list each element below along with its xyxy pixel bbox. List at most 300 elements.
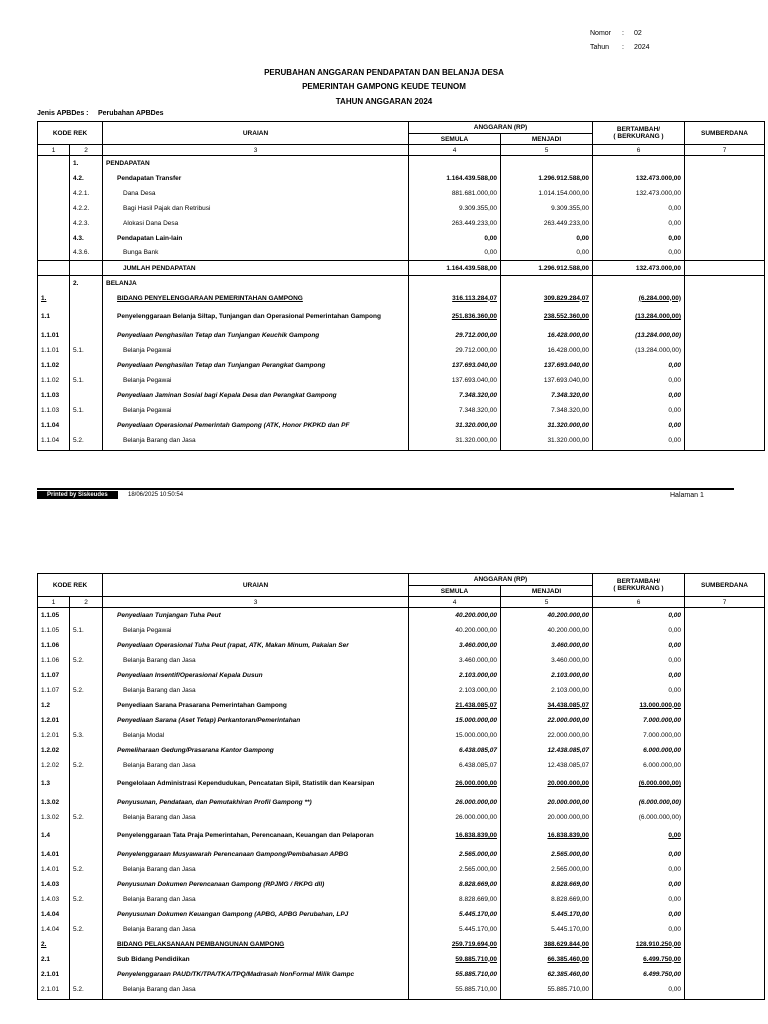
kode-cell: 2.1.01 [38, 967, 70, 982]
table-row [38, 261, 765, 276]
rekening-cell [70, 668, 103, 683]
uraian-cell: Pemeliharaan Gedung/Prasarana Kantor Gampong [103, 743, 409, 758]
uraian-cell: Bunga Bank [103, 246, 409, 261]
doc-title-line2: PEMERINTAH GAMPONG KEUDE TEUNOM [302, 82, 466, 91]
header-bertambah-line2: ( BERKURANG ) [613, 585, 664, 592]
menjadi-cell: 2.565.000,00 [501, 862, 593, 877]
semula-cell: 7.348.320,00 [409, 388, 501, 403]
menjadi-cell: 7.348.320,00 [501, 403, 593, 418]
sumberdana-cell [685, 291, 765, 306]
rekening-cell: 4.2.3. [70, 216, 103, 231]
bertambah-cell: 0,00 [593, 373, 685, 388]
bertambah-cell: 0,00 [593, 847, 685, 862]
bertambah-cell: 0,00 [593, 216, 685, 231]
menjadi-cell: 16.428.000,00 [501, 328, 593, 343]
uraian-cell: Penyusunan Dokumen Perencanaan Gampong (RPJMG / RKPG dll) [103, 877, 409, 892]
sumberdana-cell [685, 937, 765, 952]
uraian-cell: Penyediaan Insentif/Operasional Kepala Dusun [103, 668, 409, 683]
semula-cell: 40.200.000,00 [409, 608, 501, 623]
sumberdana-cell [685, 653, 765, 668]
colnum-7: 7 [685, 145, 765, 156]
kode-cell [38, 261, 70, 276]
kode-cell [38, 276, 70, 291]
rekening-cell: 5.2. [70, 653, 103, 668]
bertambah-cell: 6.499.750,00 [593, 967, 685, 982]
kode-cell: 1.1.06 [38, 638, 70, 653]
bertambah-cell: 0,00 [593, 907, 685, 922]
semula-cell: 2.103.000,00 [409, 668, 501, 683]
uraian-cell: Belanja Pegawai [103, 403, 409, 418]
bertambah-cell: 132.473.000,00 [593, 186, 685, 201]
kode-cell: 1.1.04 [38, 433, 70, 448]
sumberdana-cell [685, 608, 765, 623]
bertambah-cell: 7.000.000,00 [593, 713, 685, 728]
bertambah-cell: 0,00 [593, 388, 685, 403]
rekening-cell [70, 937, 103, 952]
bertambah-cell: 0,00 [593, 418, 685, 433]
bertambah-cell: 0,00 [593, 653, 685, 668]
semula-cell: 31.320.000,00 [409, 433, 501, 448]
bertambah-cell [593, 156, 685, 171]
menjadi-cell: 1.014.154.000,00 [501, 186, 593, 201]
table-bottom-edge [38, 448, 765, 451]
rekening-cell [70, 418, 103, 433]
rekening-cell [70, 291, 103, 306]
sumberdana-cell [685, 638, 765, 653]
kode-cell [38, 246, 70, 261]
menjadi-cell: 62.385.460,00 [501, 967, 593, 982]
semula-cell: 881.681.000,00 [409, 186, 501, 201]
printed-by-badge: Printed by Siskeudes [37, 491, 118, 499]
colnum-2: 2 [70, 597, 103, 608]
menjadi-cell: 5.445.170,00 [501, 922, 593, 937]
header-bertambah-line1: BERTAMBAH/ [616, 578, 661, 585]
menjadi-cell: 40.200.000,00 [501, 623, 593, 638]
bottom-edge-cell [501, 997, 593, 1000]
kode-cell: 1.1.01 [38, 328, 70, 343]
uraian-cell: Belanja Barang dan Jasa [103, 683, 409, 698]
table-row [38, 201, 765, 216]
kode-cell: 1.1.02 [38, 373, 70, 388]
kode-cell [38, 231, 70, 246]
kode-cell [38, 156, 70, 171]
rekening-cell: 5.2. [70, 982, 103, 997]
uraian-cell: Belanja Pegawai [103, 343, 409, 358]
semula-cell: 26.000.000,00 [409, 773, 501, 795]
table-row [38, 418, 765, 433]
bertambah-cell: (13.284.000,00) [593, 328, 685, 343]
nomor-value: 02 [634, 30, 642, 37]
kode-cell: 1.4.04 [38, 922, 70, 937]
table-row [38, 291, 765, 306]
uraian-cell: Belanja Pegawai [103, 373, 409, 388]
rekening-cell: 4.3.6. [70, 246, 103, 261]
bertambah-cell: 0,00 [593, 892, 685, 907]
sumberdana-cell [685, 952, 765, 967]
sumberdana-cell [685, 713, 765, 728]
menjadi-cell: 1.296.912.588,00 [501, 171, 593, 186]
header-semula: SEMULA [409, 134, 501, 145]
semula-cell: 1.164.439.588,00 [409, 171, 501, 186]
bertambah-cell: 6.000.000,00 [593, 743, 685, 758]
menjadi-cell: 2.565.000,00 [501, 847, 593, 862]
semula-cell: 26.000.000,00 [409, 810, 501, 825]
rekening-cell: 5.2. [70, 892, 103, 907]
table-row [38, 683, 765, 698]
semula-cell: 2.103.000,00 [409, 683, 501, 698]
uraian-cell: Alokasi Dana Desa [103, 216, 409, 231]
kode-cell: 1.1.01 [38, 343, 70, 358]
kode-cell: 1.2.02 [38, 758, 70, 773]
menjadi-cell: 2.103.000,00 [501, 668, 593, 683]
menjadi-cell: 12.438.085,07 [501, 743, 593, 758]
menjadi-cell: 137.693.040,00 [501, 358, 593, 373]
rekening-cell [70, 358, 103, 373]
table-row [38, 638, 765, 653]
kode-cell: 1.4.01 [38, 862, 70, 877]
sumberdana-cell [685, 156, 765, 171]
sumberdana-cell [685, 825, 765, 847]
menjadi-cell: 0,00 [501, 231, 593, 246]
colnum-4: 4 [409, 145, 501, 156]
bertambah-cell: 0,00 [593, 877, 685, 892]
table-row [38, 922, 765, 937]
page-footer-rule [37, 488, 734, 490]
table-bottom-edge [38, 997, 765, 1000]
semula-cell: 26.000.000,00 [409, 795, 501, 810]
uraian-cell: BELANJA [103, 276, 409, 291]
doc-title-line3: TAHUN ANGGARAN 2024 [335, 97, 433, 106]
rekening-cell [70, 713, 103, 728]
bertambah-cell: 132.473.000,00 [593, 171, 685, 186]
semula-cell: 21.438.085,07 [409, 698, 501, 713]
semula-cell: 55.885.710,00 [409, 967, 501, 982]
bottom-edge-cell [685, 997, 765, 1000]
kode-cell: 1.4.03 [38, 892, 70, 907]
sumberdana-cell [685, 276, 765, 291]
bertambah-cell: 0,00 [593, 231, 685, 246]
menjadi-cell: 0,00 [501, 246, 593, 261]
semula-cell: 15.000.000,00 [409, 728, 501, 743]
table-row [38, 847, 765, 862]
rekening-cell: 5.1. [70, 343, 103, 358]
budget-table-page2 [37, 573, 765, 1000]
table-row [38, 937, 765, 952]
semula-cell: 5.445.170,00 [409, 922, 501, 937]
kode-cell: 1.1.03 [38, 403, 70, 418]
table-row [38, 246, 765, 261]
print-date: 18/06/2025 10:50:54 [128, 492, 184, 498]
rekening-cell [70, 952, 103, 967]
kode-cell: 1.1.02 [38, 358, 70, 373]
table-row [38, 608, 765, 623]
sumberdana-cell [685, 773, 765, 795]
bertambah-cell: 0,00 [593, 922, 685, 937]
uraian-cell: Pendapatan Lain-lain [103, 231, 409, 246]
sumberdana-cell [685, 698, 765, 713]
table-row [38, 373, 765, 388]
colnum-1: 1 [38, 597, 70, 608]
table-row [38, 343, 765, 358]
kode-cell: 1.4.03 [38, 877, 70, 892]
table-row [38, 907, 765, 922]
semula-cell: 9.309.355,00 [409, 201, 501, 216]
bottom-edge-cell [103, 997, 409, 1000]
kode-cell: 1.4 [38, 825, 70, 847]
rekening-cell: 5.2. [70, 810, 103, 825]
bertambah-cell: (6.284.000,00) [593, 291, 685, 306]
semula-cell: 59.885.710,00 [409, 952, 501, 967]
semula-cell: 7.348.320,00 [409, 403, 501, 418]
header-menjadi: MENJADI [501, 134, 593, 145]
bertambah-cell: (13.284.000,00) [593, 343, 685, 358]
bertambah-cell: 128.910.250,00 [593, 937, 685, 952]
rekening-cell [70, 698, 103, 713]
menjadi-cell: 9.309.355,00 [501, 201, 593, 216]
semula-cell: 3.460.000,00 [409, 653, 501, 668]
uraian-cell: Belanja Barang dan Jasa [103, 810, 409, 825]
kode-cell: 2. [38, 937, 70, 952]
colnum-7: 7 [685, 597, 765, 608]
rekening-cell [70, 967, 103, 982]
bertambah-cell: 0,00 [593, 246, 685, 261]
uraian-cell: Pengelolaan Administrasi Kependudukan, Pencatatan Sipil, Statistik dan Kearsipan [103, 773, 409, 795]
rekening-cell: 5.2. [70, 922, 103, 937]
bertambah-cell: 0,00 [593, 982, 685, 997]
rekening-cell: 4.3. [70, 231, 103, 246]
bottom-edge-cell [38, 997, 70, 1000]
kode-cell: 1.2.01 [38, 713, 70, 728]
table-row [38, 403, 765, 418]
bottom-edge-cell [38, 448, 70, 451]
sumberdana-cell [685, 623, 765, 638]
sumberdana-cell [685, 216, 765, 231]
bertambah-cell: (13.284.000,00) [593, 306, 685, 328]
uraian-cell: Belanja Modal [103, 728, 409, 743]
rekening-cell: 5.2. [70, 862, 103, 877]
semula-cell: 15.000.000,00 [409, 713, 501, 728]
table-row [38, 231, 765, 246]
uraian-cell: Penyediaan Sarana Prasarana Pemerintahan Gampong [103, 698, 409, 713]
menjadi-cell: 20.000.000,00 [501, 795, 593, 810]
uraian-cell: Penyediaan Operasional Pemerintah Gampong (ATK, Honor PKPKD dan PF [103, 418, 409, 433]
sumberdana-cell [685, 907, 765, 922]
rekening-cell [70, 638, 103, 653]
uraian-cell: JUMLAH PENDAPATAN [103, 261, 409, 276]
rekening-cell [70, 795, 103, 810]
uraian-cell: Penyelenggaraan PAUD/TK/TPA/TKA/TPQ/Madrasah NonFormal Milik Gampc [103, 967, 409, 982]
rekening-cell [70, 847, 103, 862]
table-row [38, 892, 765, 907]
table-row [38, 698, 765, 713]
bottom-edge-cell [409, 997, 501, 1000]
bertambah-cell: 0,00 [593, 683, 685, 698]
header-bertambah [593, 574, 685, 597]
colnum-3: 3 [103, 597, 409, 608]
semula-cell [409, 276, 501, 291]
sumberdana-cell [685, 328, 765, 343]
header-uraian: URAIAN [103, 122, 409, 145]
rekening-cell: 2. [70, 276, 103, 291]
sumberdana-cell [685, 186, 765, 201]
menjadi-cell: 137.693.040,00 [501, 373, 593, 388]
rekening-cell: 5.3. [70, 728, 103, 743]
menjadi-cell: 388.629.844,00 [501, 937, 593, 952]
bottom-edge-cell [409, 448, 501, 451]
kode-cell: 1.4.04 [38, 907, 70, 922]
bertambah-cell: 0,00 [593, 862, 685, 877]
kode-cell [38, 171, 70, 186]
table-row [38, 952, 765, 967]
header-sumberdana: SUMBERDANA [685, 574, 765, 597]
sumberdana-cell [685, 877, 765, 892]
uraian-cell: Bagi Hasil Pajak dan Retribusi [103, 201, 409, 216]
header-bertambah-line2: ( BERKURANG ) [613, 133, 664, 140]
tahun-label: Tahun [590, 44, 610, 51]
kode-cell: 1.3 [38, 773, 70, 795]
sumberdana-cell [685, 892, 765, 907]
sumberdana-cell [685, 246, 765, 261]
rekening-cell [70, 743, 103, 758]
sumberdana-cell [685, 743, 765, 758]
semula-cell: 259.719.694,00 [409, 937, 501, 952]
uraian-cell: Belanja Barang dan Jasa [103, 862, 409, 877]
table-row [38, 156, 765, 171]
bertambah-cell: 0,00 [593, 638, 685, 653]
header-anggaran: ANGGARAN (RP) [409, 574, 593, 586]
uraian-cell: Penyediaan Tunjangan Tuha Peut [103, 608, 409, 623]
uraian-cell: Penyediaan Penghasilan Tetap dan Tunjangan Keuchik Gampong [103, 328, 409, 343]
rekening-cell: 5.1. [70, 373, 103, 388]
colnum-2: 2 [70, 145, 103, 156]
uraian-cell: Penyelenggaraan Belanja Siltap, Tunjangan dan Operasional Pemerintahan Gampong [103, 306, 409, 328]
uraian-cell: Penyelenggaraan Tata Praja Pemerintahan, Perencanaan, Keuangan dan Pelaporan [103, 825, 409, 847]
nomor-label: Nomor [590, 30, 612, 37]
uraian-cell: Sub Bidang Pendidikan [103, 952, 409, 967]
rekening-cell [70, 825, 103, 847]
bertambah-cell: 7.000.000,00 [593, 728, 685, 743]
table-row [38, 358, 765, 373]
menjadi-cell: 31.320.000,00 [501, 418, 593, 433]
header-menjadi: MENJADI [501, 586, 593, 597]
sumberdana-cell [685, 388, 765, 403]
kode-cell [38, 216, 70, 231]
table-row [38, 653, 765, 668]
bertambah-cell: 0,00 [593, 825, 685, 847]
menjadi-cell: 55.885.710,00 [501, 982, 593, 997]
kode-cell: 1.3.02 [38, 795, 70, 810]
header-kode-rek: KODE REK [38, 122, 103, 145]
budget-table-page1 [37, 121, 765, 451]
kode-cell: 1.1.05 [38, 623, 70, 638]
semula-cell: 251.836.360,00 [409, 306, 501, 328]
uraian-cell: Penyediaan Operasional Tuha Peut (rapat, ATK, Makan Minum, Pakaian Ser [103, 638, 409, 653]
table-row [38, 171, 765, 186]
header-kode-rek: KODE REK [38, 574, 103, 597]
bertambah-cell [593, 276, 685, 291]
rekening-cell: 5.2. [70, 433, 103, 448]
menjadi-cell: 31.320.000,00 [501, 433, 593, 448]
table-row [38, 877, 765, 892]
uraian-cell: Belanja Pegawai [103, 623, 409, 638]
header-uraian: URAIAN [103, 574, 409, 597]
bertambah-cell: 0,00 [593, 358, 685, 373]
bertambah-cell: (6.000.000,00) [593, 810, 685, 825]
sumberdana-cell [685, 758, 765, 773]
semula-cell [409, 156, 501, 171]
semula-cell: 2.565.000,00 [409, 847, 501, 862]
nomor-sep: : [622, 30, 624, 37]
menjadi-cell: 40.200.000,00 [501, 608, 593, 623]
tahun-sep: : [622, 44, 624, 51]
rekening-cell: 4.2.1. [70, 186, 103, 201]
table-row [38, 758, 765, 773]
sumberdana-cell [685, 343, 765, 358]
table-row [38, 743, 765, 758]
menjadi-cell: 66.385.460,00 [501, 952, 593, 967]
sumberdana-cell [685, 862, 765, 877]
menjadi-cell: 309.829.284,07 [501, 291, 593, 306]
menjadi-cell [501, 156, 593, 171]
uraian-cell: Penyediaan Jaminan Sosial bagi Kepala Desa dan Perangkat Gampong [103, 388, 409, 403]
table-row [38, 328, 765, 343]
semula-cell: 29.712.000,00 [409, 328, 501, 343]
table-row [38, 862, 765, 877]
menjadi-cell: 2.103.000,00 [501, 683, 593, 698]
kode-cell: 2.1 [38, 952, 70, 967]
menjadi-cell: 20.000.000,00 [501, 810, 593, 825]
colnum-6: 6 [593, 145, 685, 156]
rekening-cell [70, 773, 103, 795]
sumberdana-cell [685, 982, 765, 997]
rekening-cell: 1. [70, 156, 103, 171]
kode-cell: 1.1.03 [38, 388, 70, 403]
table-row [38, 810, 765, 825]
rekening-cell [70, 877, 103, 892]
rekening-cell: 5.1. [70, 403, 103, 418]
header-bertambah-line1: BERTAMBAH/ [616, 126, 661, 133]
semula-cell: 137.693.040,00 [409, 358, 501, 373]
semula-cell: 8.828.669,00 [409, 892, 501, 907]
uraian-cell: Penyediaan Sarana (Aset Tetap) Perkantoran/Pemerintahan [103, 713, 409, 728]
semula-cell: 31.320.000,00 [409, 418, 501, 433]
kode-cell: 1.1.07 [38, 668, 70, 683]
uraian-cell: BIDANG PELAKSANAAN PEMBANGUNAN GAMPONG [103, 937, 409, 952]
semula-cell: 0,00 [409, 231, 501, 246]
kode-cell: 1.1.04 [38, 418, 70, 433]
semula-cell: 0,00 [409, 246, 501, 261]
semula-cell: 40.200.000,00 [409, 623, 501, 638]
colnum-5: 5 [501, 597, 593, 608]
table-row [38, 623, 765, 638]
header-anggaran: ANGGARAN (RP) [409, 122, 593, 134]
sumberdana-cell [685, 668, 765, 683]
colnum-3: 3 [103, 145, 409, 156]
sumberdana-cell [685, 403, 765, 418]
sumberdana-cell [685, 171, 765, 186]
uraian-cell: Penyelenggaraan Musyawarah Perencanaan Gampong/Pembahasan APBG [103, 847, 409, 862]
table-row [38, 433, 765, 448]
sumberdana-cell [685, 231, 765, 246]
kode-cell: 1.2 [38, 698, 70, 713]
menjadi-cell: 22.000.000,00 [501, 728, 593, 743]
semula-cell: 29.712.000,00 [409, 343, 501, 358]
uraian-cell: Belanja Barang dan Jasa [103, 433, 409, 448]
rekening-cell [70, 907, 103, 922]
kode-cell: 1.2.02 [38, 743, 70, 758]
table-row [38, 773, 765, 795]
header-semula: SEMULA [409, 586, 501, 597]
